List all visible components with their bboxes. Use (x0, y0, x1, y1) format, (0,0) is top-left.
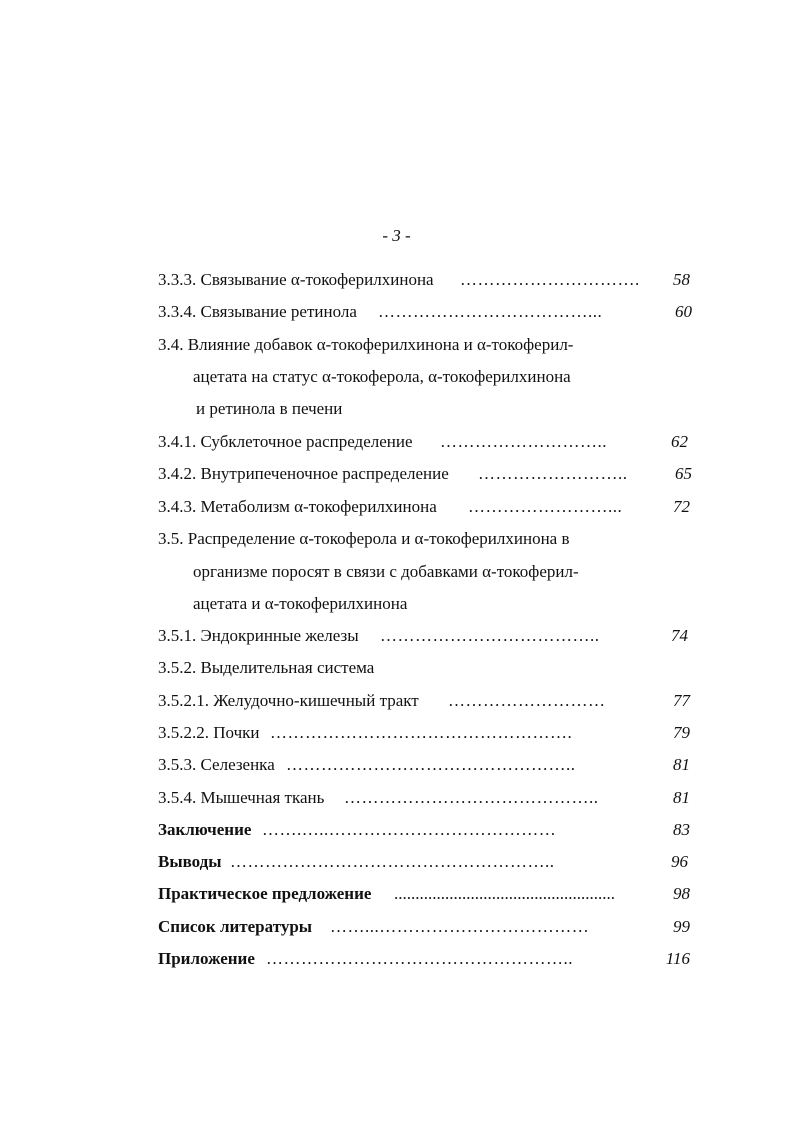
toc-entry-page: 96 (671, 852, 688, 871)
toc-entry-page: 116 (665, 949, 690, 968)
toc-entry-page: 65 (675, 464, 692, 483)
toc-heading-line: ацетата и α-токоферилхинона (193, 594, 408, 613)
toc-entry-page: 98 (673, 884, 690, 903)
toc-entry-leader: ……………………… (448, 691, 606, 710)
toc-entry-leader: ………………………………………….. (286, 755, 576, 774)
toc-entry-title: Список литературы (158, 917, 313, 936)
toc-heading-line: и ретинола в печени (196, 399, 343, 418)
toc-entry-title: Практическое предложение (158, 884, 372, 903)
toc-entry-page: 83 (673, 820, 690, 839)
toc-entry-title: Заключение (158, 820, 252, 839)
toc-entry-leader: ……...……………………………… (330, 917, 590, 936)
toc-entry-title: 3.4.1. Субклеточное распределение (158, 432, 413, 451)
toc-entry-leader: …………………………. (460, 270, 640, 289)
toc-entry-leader: ……………………... (468, 497, 623, 516)
toc-heading-line: 3.4. Влияние добавок α-токоферилхинона и α-токоферил- (158, 335, 574, 354)
toc-entry-title: 3.4.2. Внутрипеченочное распределение (158, 464, 449, 483)
toc-entry-page: 72 (673, 497, 690, 516)
toc-entry-leader: ……………………………….. (380, 626, 600, 645)
toc-entry-page: 60 (675, 302, 692, 321)
toc-entry-title: 3.4.3. Метаболизм α-токоферилхинона (158, 497, 437, 516)
toc-entry-page: 77 (673, 691, 690, 710)
toc-entry-title: Приложение (158, 949, 255, 968)
toc-entry-leader: ……………………………………………….. (230, 852, 555, 871)
toc-entry-leader: ……………………….. (440, 432, 607, 451)
toc-entry-page: 81 (673, 788, 690, 807)
toc-entry-title: 3.5.2.2. Почки (158, 723, 260, 742)
toc-entry-leader: ……………………………………………. (270, 723, 573, 742)
toc-heading-line: 3.5. Распределение α-токоферола и α-токоферилхинона в (158, 529, 570, 548)
toc-entry-leader: …………………….. (478, 464, 628, 483)
toc-heading-line: организме поросят в связи с добавками α-токоферил- (193, 562, 579, 581)
toc-entry-title: 3.3.4. Связывание ретинола (158, 302, 357, 321)
toc-entry-page: 81 (673, 755, 690, 774)
toc-entry-title: 3.5.2.1. Желудочно-кишечный тракт (158, 691, 419, 710)
toc-entry-page: 99 (673, 917, 690, 936)
toc-entry-page: 62 (671, 432, 688, 451)
toc-entry-leader: .................................................... (394, 884, 615, 903)
page-number: - 3 - (382, 226, 411, 245)
toc-heading-line: ацетата на статус α-токоферола, α-токоферилхинона (193, 367, 571, 386)
toc-entry-page: 79 (673, 723, 690, 742)
toc-entry-leader: …….…..………………………………… (262, 820, 557, 839)
toc-entry-title: 3.5.4. Мышечная ткань (158, 788, 325, 807)
toc-entry-title: 3.5.3. Селезенка (158, 755, 275, 774)
toc-entry-leader: …………………………………………….. (266, 949, 573, 968)
toc-entry-leader: …………………………………….. (344, 788, 599, 807)
toc-entry-page: 74 (671, 626, 688, 645)
toc-entry-title: 3.5.1. Эндокринные железы (158, 626, 359, 645)
toc-entry-title: 3.3.3. Связывание α-токоферилхинона (158, 270, 434, 289)
toc-entry-leader: ………………………………... (378, 302, 603, 321)
toc-heading-line: 3.5.2. Выделительная система (158, 658, 375, 677)
toc-entry-page: 58 (673, 270, 690, 289)
toc-entry-title: Выводы (158, 852, 222, 871)
